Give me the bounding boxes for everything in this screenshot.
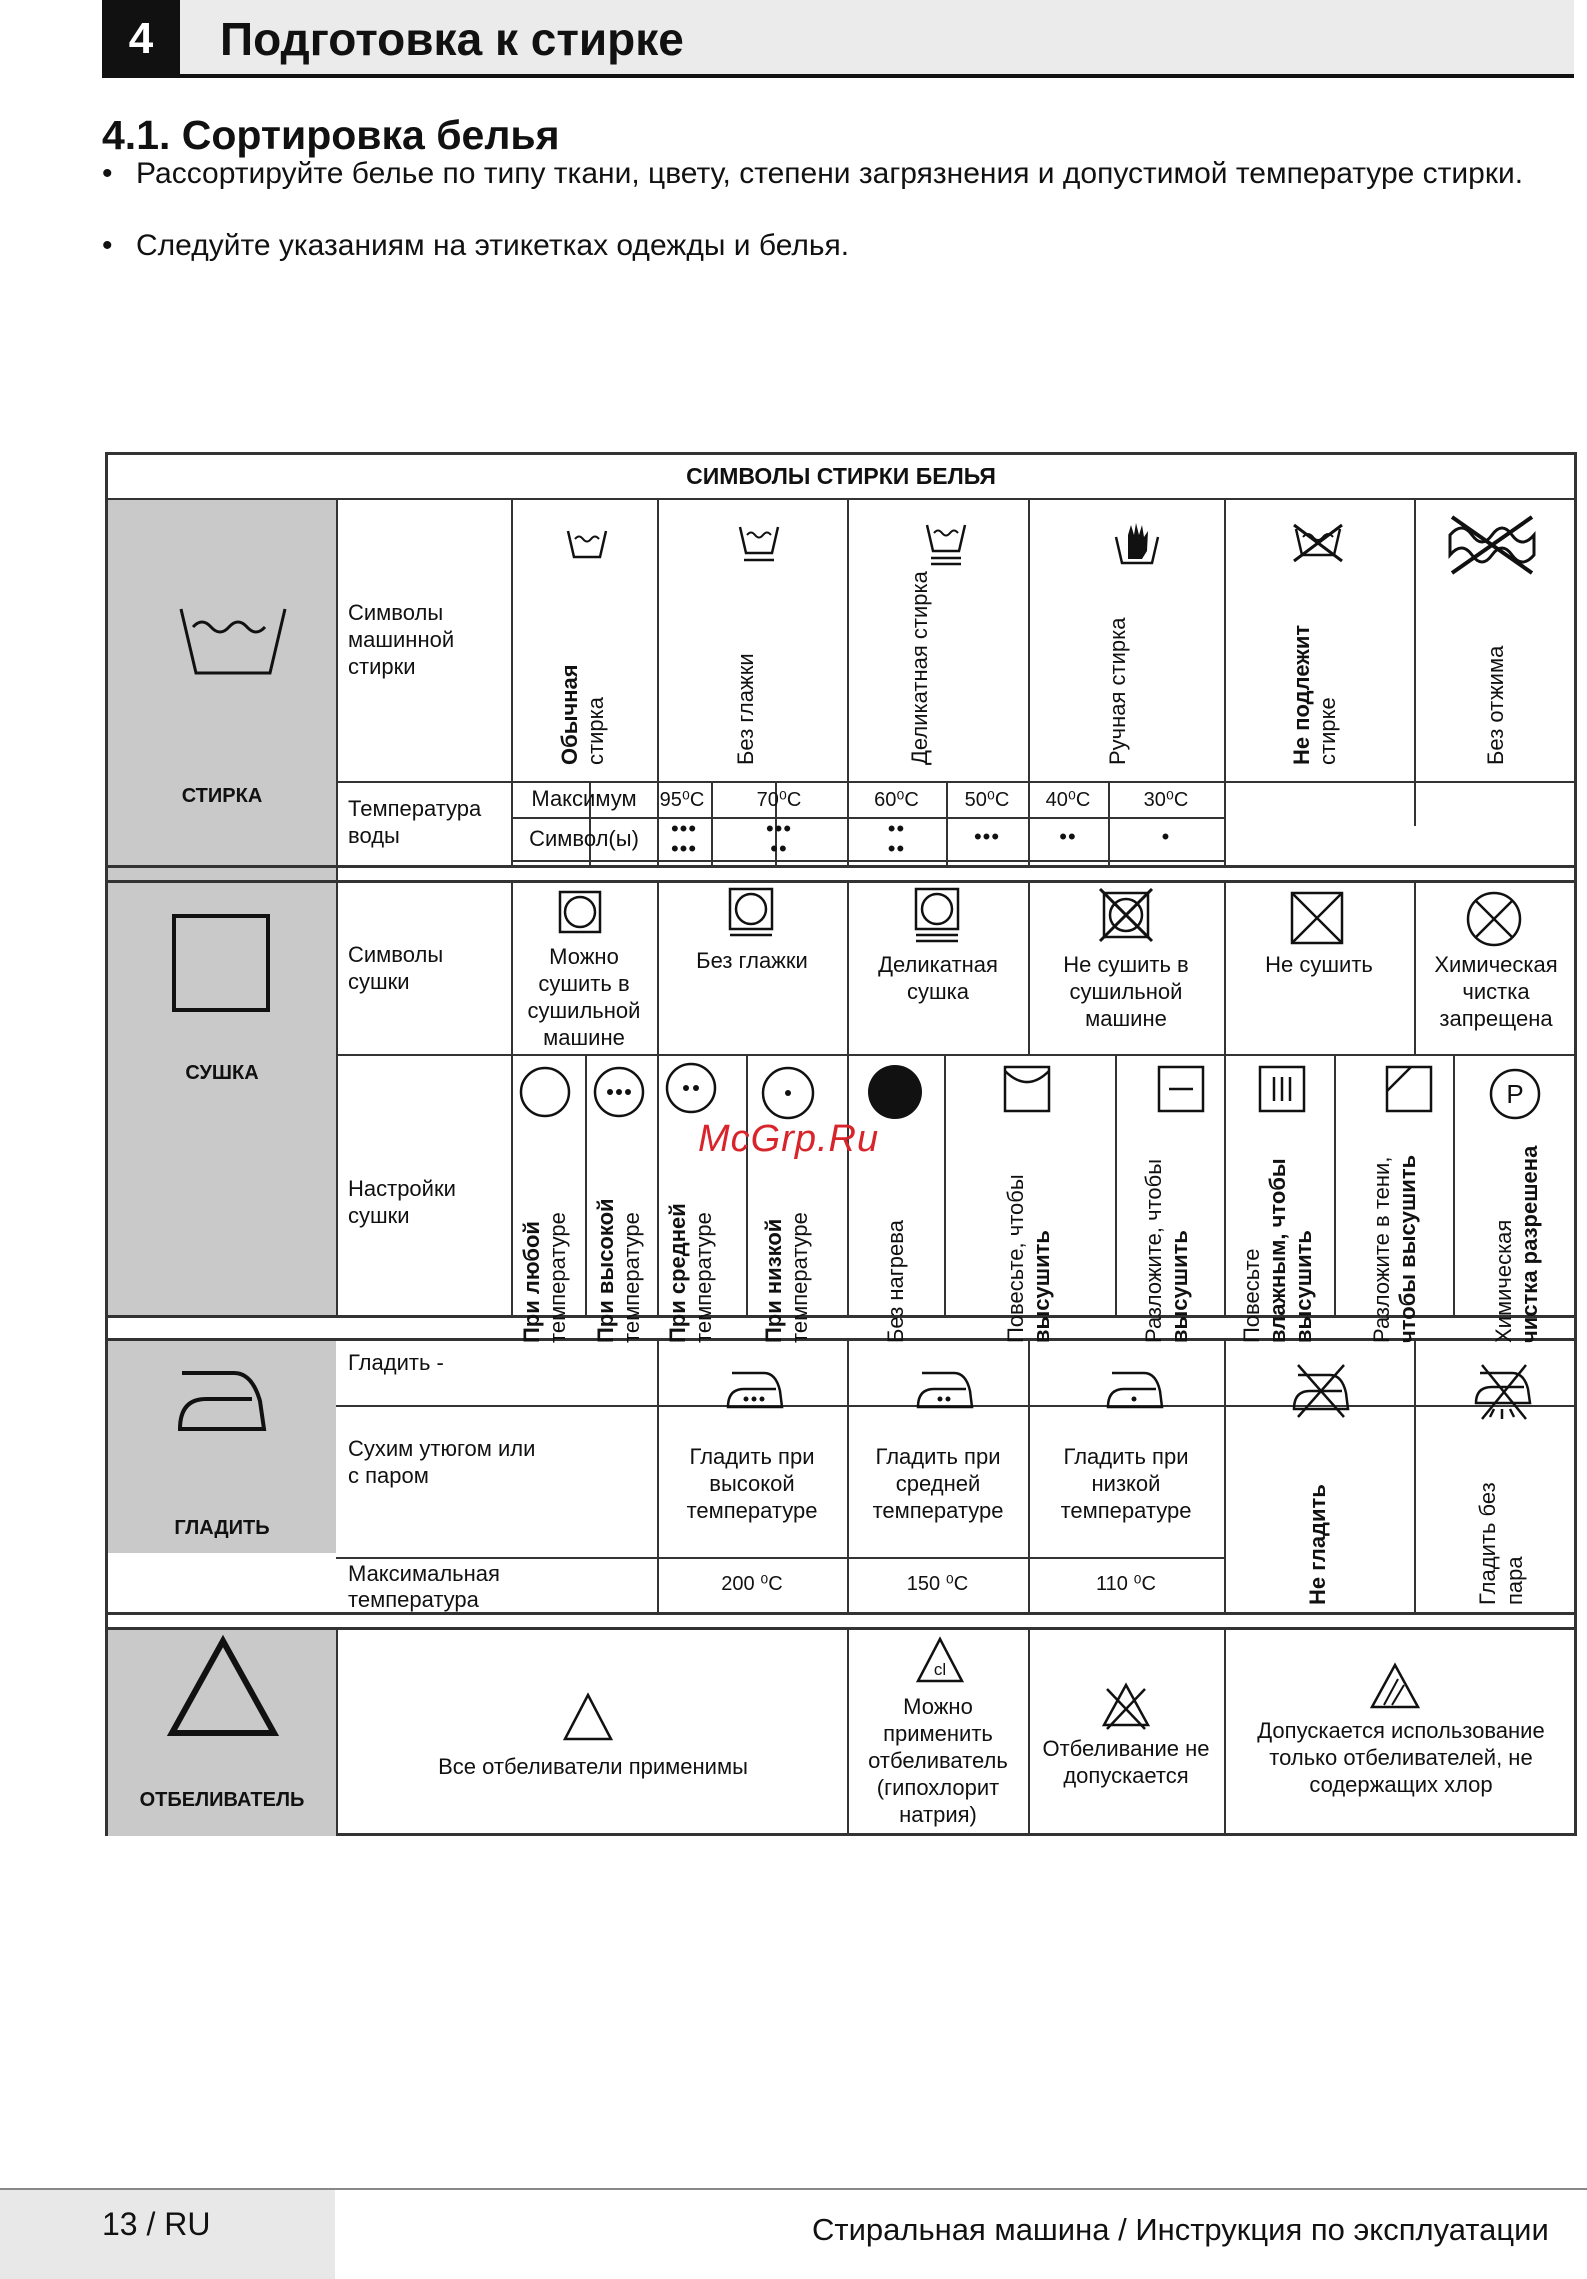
no-bleach-label: Отбеливание не допускается [1042,1736,1210,1788]
row-label-iron: Гладить - [348,1350,444,1375]
iron-col-label: Гладить при средней температуре [872,1444,1004,1523]
wash-col-label: Без отжима [1483,645,1508,765]
svg-text:P: P [1506,1079,1524,1109]
row-label-iron-steam: Сухим утюгом или с паром [348,1436,536,1488]
temp-value: 95⁰C [659,789,705,811]
temp-dots: ••• ••• [670,816,698,861]
category-bleach: ОТБЕЛИВАТЕЛЬ [139,1789,305,1811]
chapter-title: Подготовка к стирке [220,13,684,65]
iron-temp: 200 ⁰C [721,1573,783,1595]
table-title: СИМВОЛЫ СТИРКИ БЕЛЬЯ [686,463,996,489]
row-label-water-temp: Температура воды [348,796,482,848]
dry-setting-label: высушить [1029,1230,1054,1343]
temp-value: 50⁰C [964,789,1010,811]
category-iron: ГЛАДИТЬ [174,1517,270,1539]
temp-value: 70⁰C [756,789,802,811]
temp-value: 30⁰C [1143,789,1189,811]
no-bleach-icon [1101,1681,1151,1731]
do-not-wring-icon [1442,515,1542,575]
symbol-label: Символ(ы) [529,826,639,851]
no-steam-label: Гладить без пара [1475,1482,1527,1605]
row-label-iron-max-temp: Максимальная температура [348,1561,500,1612]
dry-setting-label: Разложите, чтобы [1141,1158,1166,1343]
bleach-triangle-icon [168,1637,278,1737]
temp-dots: ••• [973,824,1001,849]
no-iron-label: Не гладить [1305,1484,1330,1605]
chapter-number: 4 [102,0,180,78]
dry-setting-label-bold: При высокой [593,1198,618,1343]
dry-square-icon [172,914,272,1014]
dry-col-label: Деликатная сушка [878,952,998,1004]
wash-col-label-bold: Обычная [557,664,582,765]
iron-icon [176,1371,268,1433]
do-not-wash-icon [1290,523,1346,563]
chlorine-icon-text: cl [933,1660,947,1679]
wash-tub-icon [178,603,288,683]
dry-setting-label-bold: При любой [519,1221,544,1343]
do-not-dry-icon [1290,891,1344,945]
dry-setting-label: Повесьте [1239,1248,1264,1343]
non-chlorine-bleach-icon [1370,1663,1420,1709]
dry-setting-label: влажным, чтобы [1265,1158,1290,1343]
temp-dots: •• •• [887,816,906,861]
dry-setting-label: чтобы высушить [1395,1154,1420,1343]
dry-setting-label: чистка разрешена [1517,1145,1542,1343]
category-dry: СУШКА [185,1062,259,1084]
drip-dry-icon [1258,1065,1306,1113]
temp-dots: ••• •• [765,816,793,861]
temp-dots: • [1161,824,1171,849]
section-title: 4.1. Сортировка белья [102,112,560,158]
wash-col-label: Ручная стирка [1105,617,1130,765]
temp-dots: •• [1059,824,1077,849]
dry-col-label: Не сушить [1265,952,1373,977]
divider [108,865,1574,868]
any-bleach-icon [563,1693,613,1743]
max-temp-label: Максимум [531,786,637,811]
wash-col-label: стирка [583,697,608,765]
dry-setting-label: температуре [691,1212,716,1343]
iron-temp: 110 ⁰C [1096,1573,1156,1595]
chlorine-bleach-label: Можно применить отбеливатель (гипохлорит натрия) [868,1694,1008,1827]
dry-col-label: Не сушить в сушильной машине [1063,952,1189,1031]
iron-low-icon [1106,1371,1166,1411]
tumble-dry-delicate-icon [914,887,960,943]
medium-heat-icon [664,1061,718,1115]
wash-col-label [1288,625,1315,765]
divider [108,498,1574,500]
dry-setting-label [518,1221,545,1343]
dry-setting-label-bold: При низкой [761,1218,786,1343]
dry-setting-label [664,1203,691,1343]
wash-tub-icon [566,527,608,561]
wash-delicate-icon [925,521,967,567]
dry-setting-label: температуре [619,1212,644,1343]
wash-col-label: Без глажки [733,653,758,765]
low-heat-icon [760,1065,816,1121]
do-not-dry-clean-icon [1466,891,1522,947]
row-label-dry: Символы сушки [348,942,444,994]
any-bleach-label: Все отбеливатели применимы [438,1754,748,1779]
dry-setting-label [592,1198,619,1343]
dry-setting-label [760,1219,787,1343]
bullet-item: • Следуйте указаниям на этикетках одежды и белья. [102,228,1542,264]
tumble-dry-icon [558,890,602,934]
dry-setting-label: Повесьте, чтобы [1003,1174,1028,1343]
wash-col-label [556,664,583,765]
wash-col-label-bold: Не подлежит [1289,624,1314,765]
dry-col-label: Можно сушить в сушильной машине [527,944,641,1050]
iron-medium-icon [916,1371,976,1411]
divider [108,1338,1574,1341]
do-not-iron-icon [1290,1363,1352,1419]
dry-setting-label: температуре [545,1212,570,1343]
temp-value: 60⁰C [874,789,919,811]
hand-wash-icon [1114,521,1160,567]
wash-col-label: стирке [1315,697,1340,765]
chlorine-bleach-icon [916,1637,964,1683]
bullet-item: • Рассортируйте белье по типу ткани, цвету, степени загрязнения и допустимой температуре стирки. [102,156,1542,192]
row-label-dry-settings: Настройки сушки [348,1176,456,1228]
iron-high-icon [726,1371,786,1411]
dry-col-label: Без глажки [696,948,808,973]
page-number: 13 / RU [102,2206,211,2242]
divider [108,1315,1574,1318]
document-title: Стиральная машина / Инструкция по эксплуатации [812,2212,1549,2247]
dry-setting-label: Химическая [1491,1219,1516,1343]
divider [108,1612,1574,1615]
no-heat-icon [866,1063,924,1121]
dry-setting-label: Без нагрева [883,1220,908,1343]
dry-setting-label-bold: При средней [665,1203,690,1343]
wash-permanent-press-icon [738,523,780,563]
dry-flat-icon [1157,1065,1205,1113]
dry-col-label: Химическая чистка запрещена [1434,952,1558,1031]
row-label-wash: Символы машинной стирки [348,600,455,679]
tumble-dry-permanent-press-icon [728,887,774,937]
dry-setting-label: температуре [787,1212,812,1343]
high-heat-icon [592,1065,646,1119]
divider [108,880,1574,883]
divider [108,1627,1574,1630]
watermark: McGrp.Ru [698,1118,880,1160]
iron-col-label: Гладить при высокой температуре [686,1444,818,1523]
bullet-text: Следуйте указаниям на этикетках одежды и белья. [136,229,850,262]
iron-temp: 150 ⁰C [906,1573,969,1595]
line-dry-icon [1003,1065,1051,1113]
do-not-steam-icon [1472,1363,1534,1421]
bullet-text: Рассортируйте белье по типу ткани, цвету, степени загрязнения и допустимой температуре стирки. [136,157,1524,190]
do-not-tumble-dry-icon [1098,887,1154,943]
category-wash: СТИРКА [181,785,263,807]
any-heat-icon [518,1065,572,1119]
dry-in-shade-icon [1385,1065,1433,1113]
dry-setting-label: высушить [1291,1230,1316,1343]
dry-setting-label: Разложите в тени, [1369,1156,1394,1343]
dry-setting-label: высушить [1167,1230,1192,1343]
iron-col-label: Гладить при низкой температуре [1060,1444,1192,1523]
temp-value: 40⁰C [1045,789,1091,811]
wash-col-label: Деликатная стирка [907,571,932,765]
non-chlorine-bleach-label: Допускается использование только отбеливателей, не содержащих хлор [1257,1718,1545,1797]
dry-clean-p-icon [1488,1067,1542,1121]
